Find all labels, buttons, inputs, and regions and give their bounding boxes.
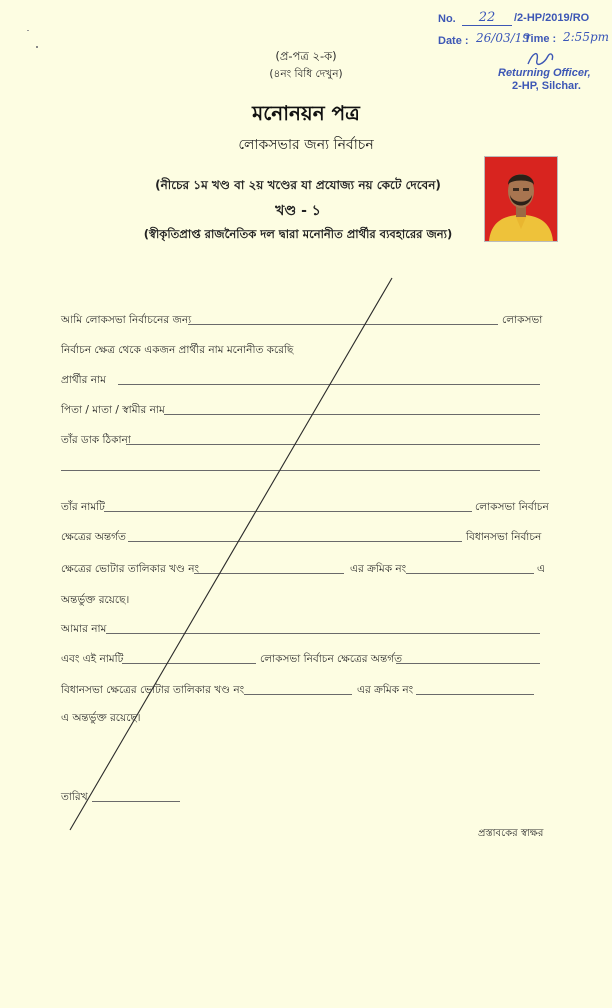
- stamp-officer-title: Returning Officer,: [498, 67, 591, 79]
- stamp-no-label: No.: [438, 13, 456, 25]
- line1-end: লোকসভা: [502, 314, 543, 326]
- rule-reference: (৪নং বিধি দেখুন): [269, 68, 343, 80]
- stamp-time-value: 2:55pm: [563, 30, 610, 44]
- line12-label: বিধানসভা ক্ষেত্রের ভোটার তালিকার খণ্ড নং: [61, 684, 245, 696]
- part-heading: খণ্ড - ১: [275, 203, 321, 219]
- line2-label: নির্বাচন ক্ষেত্র থেকে একজন প্রার্থীর নাম মনোনীত করেছি: [61, 344, 294, 356]
- party-candidate-note: (স্বীকৃতিপ্রাপ্ত রাজনৈতিক দল দ্বারা মনোনীত প্রার্থীর ব্যবহারের জন্য): [143, 227, 453, 241]
- line1-label: আমি লোকসভা নির্বাচনের জন্য: [61, 314, 192, 326]
- line7-label: ক্ষেত্রের অন্তর্গত: [61, 531, 126, 543]
- line11-mid: লোকসভা নির্বাচন ক্ষেত্রের অন্তর্গত: [260, 653, 402, 665]
- line13-label: এ অন্তর্ভুক্ত রয়েছে।: [61, 712, 141, 724]
- page-subtitle: লোকসভার জন্য নির্বাচন: [238, 137, 374, 153]
- line9-label: অন্তর্ভুক্ত রয়েছে।: [61, 594, 130, 606]
- paper-speck: [27, 30, 29, 31]
- proposer-name-label: আমার নাম: [61, 623, 107, 635]
- candidate-name-label: প্রার্থীর নাম: [61, 374, 106, 386]
- stamp-time-label: Time :: [524, 33, 557, 45]
- stamp-date-label: Date :: [438, 35, 469, 47]
- line6-label: তাঁর নামটি: [61, 501, 105, 513]
- strike-instruction: (নীচের ১ম খণ্ড বা ২য় খণ্ডের যা প্রযোজ্য নয় কেটে দেবেন): [155, 178, 441, 192]
- stamp-no-value: 22: [478, 10, 496, 25]
- stamp-date-value: 26/03/19: [476, 31, 530, 45]
- paper-speck: [36, 46, 38, 48]
- line6-end: লোকসভা নির্বাচন: [475, 501, 549, 513]
- line8-label: ক্ষেত্রের ভোটার তালিকার খণ্ড নং: [61, 563, 199, 575]
- proposer-signature-label: প্রস্তাবকের স্বাক্ষর: [478, 828, 544, 839]
- line7-end: বিধানসভা নির্বাচন: [466, 531, 542, 543]
- line12-mid: এর ক্রমিক নং: [357, 684, 414, 696]
- postal-address-label: তাঁর ডাক ঠিকানা: [61, 434, 131, 446]
- line8-mid: এর ক্রমিক নং: [350, 563, 407, 575]
- page-title: মনোনয়ন পত্র: [252, 101, 360, 125]
- line8-end: এ: [537, 563, 545, 575]
- line11-label: এবং এই নামটি: [61, 653, 124, 665]
- parent-name-label: পিতা / মাতা / স্বামীর নাম: [61, 404, 165, 416]
- stamp-ref-suffix: /2-HP/2019/RO: [514, 12, 590, 24]
- stamp-officer-place: 2-HP, Silchar.: [512, 80, 581, 92]
- form-reference: (প্র-পত্র ২-ক): [275, 49, 337, 63]
- date-label: তারিখ: [61, 791, 88, 803]
